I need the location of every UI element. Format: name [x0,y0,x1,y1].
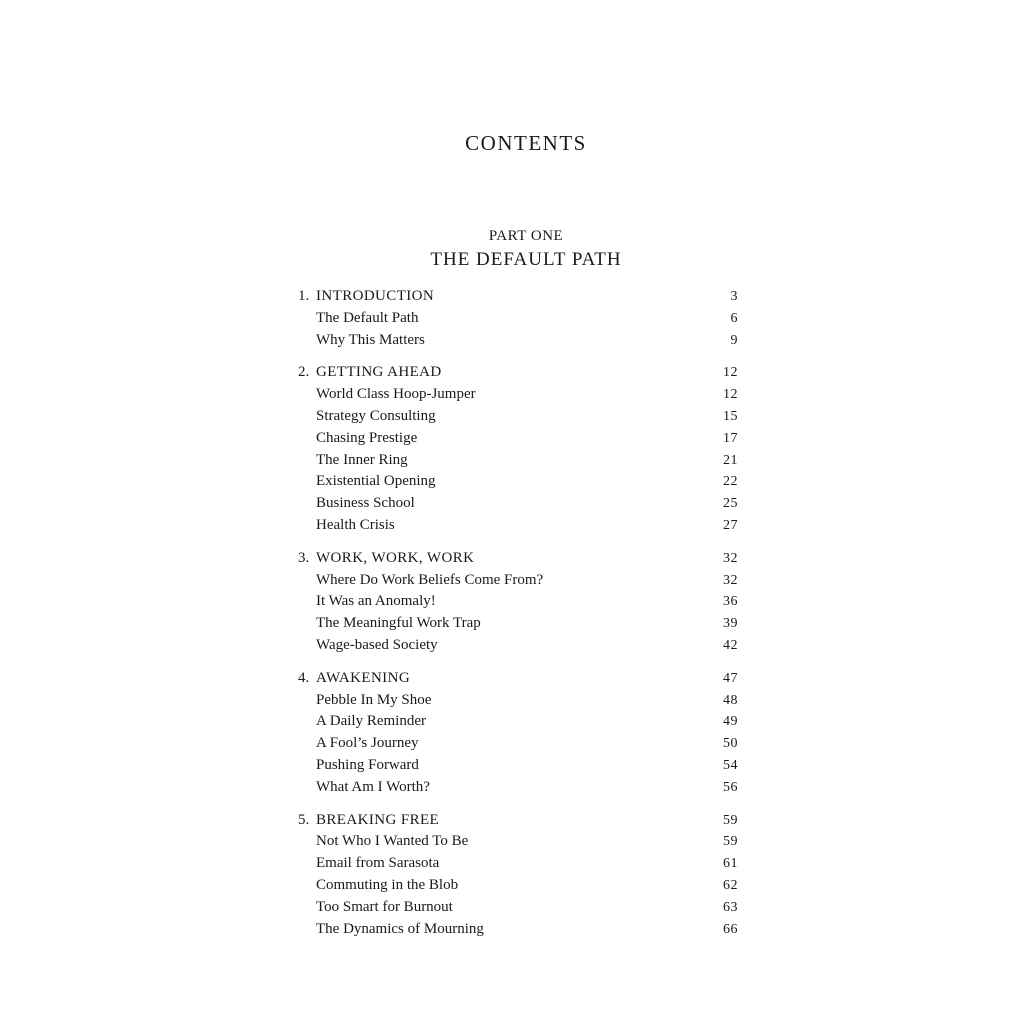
toc-chapter [298,810,738,941]
section-title: Why This Matters [316,331,425,348]
toc-section-row[interactable] [298,919,738,941]
toc-section-row[interactable] [298,308,738,330]
toc-section-row[interactable] [298,755,738,777]
section-title: Chasing Prestige [316,429,418,446]
toc-section-row[interactable] [298,613,738,635]
chapter-title: GETTING AHEAD [316,364,442,381]
section-page-number: 61 [723,856,738,872]
section-title: It Was an Anomaly! [316,593,436,610]
part-title: THE DEFAULT PATH [430,249,622,270]
section-title: Existential Opening [316,473,436,490]
section-title: Pebble In My Shoe [316,691,432,708]
toc-section-row[interactable] [298,690,738,712]
section-title: Email from Sarasota [316,855,440,872]
section-title: World Class Hoop-Jumper [316,386,476,403]
section-title: The Inner Ring [316,451,408,468]
chapter-page-number: 12 [723,365,738,381]
section-page-number: 42 [723,637,738,653]
toc-section-row[interactable] [298,897,738,919]
section-page-number: 66 [723,921,738,937]
section-page-number: 48 [723,692,738,708]
section-title: The Default Path [316,309,419,326]
section-title: Where Do Work Beliefs Come From? [316,571,544,588]
part-label: PART ONE [488,228,564,244]
section-page-number: 56 [723,779,738,795]
toc-section-row[interactable] [298,493,738,515]
section-page-number: 9 [730,332,738,348]
chapter-page-number: 3 [730,289,738,304]
section-page-number: 17 [723,430,738,446]
toc-chapter-row[interactable] [298,548,738,570]
toc-section-row[interactable] [298,733,738,755]
section-title: Commuting in the Blob [316,876,459,893]
toc-section-row[interactable] [298,406,738,428]
toc-section-row[interactable] [298,711,738,733]
section-title: Too Smart for Burnout [316,898,453,915]
toc-chapter [298,668,738,799]
toc-section-row[interactable] [298,515,738,537]
section-page-number: 6 [730,310,738,326]
chapter-number: 5. [298,811,310,828]
toc-section-row[interactable] [298,635,738,657]
toc-chapter [298,286,738,351]
toc-chapter-row[interactable] [298,286,738,308]
section-title: Not Who I Wanted To Be [316,833,469,850]
section-title: Strategy Consulting [316,407,436,424]
chapter-number: 2. [298,364,310,381]
section-title: Business School [316,495,415,512]
table-of-contents [298,286,738,951]
section-page-number: 39 [723,616,738,632]
section-title: Pushing Forward [316,756,419,773]
toc-chapter [298,362,738,536]
section-page-number: 50 [723,736,738,752]
section-page-number: 49 [723,714,738,730]
section-page-number: 27 [723,517,738,533]
section-title: Health Crisis [316,516,395,533]
chapter-number: 4. [298,669,310,686]
section-page-number: 62 [723,877,738,893]
section-page-number: 54 [723,757,738,773]
section-page-number: 63 [723,899,738,915]
toc-section-row[interactable] [298,384,738,406]
section-page-number: 36 [723,594,738,610]
section-page-number: 32 [723,572,738,588]
section-title: What Am I Worth? [316,778,430,795]
section-title: The Dynamics of Mourning [316,920,484,937]
section-page-number: 59 [723,834,738,850]
chapter-page-number: 32 [723,550,738,566]
page-title: CONTENTS [465,131,587,155]
toc-chapter-row[interactable] [298,362,738,384]
section-title: Wage-based Society [316,636,438,653]
toc-section-row[interactable] [298,853,738,875]
chapter-title: INTRODUCTION [316,288,435,304]
toc-section-row[interactable] [298,777,738,799]
toc-chapter [298,548,738,657]
section-page-number: 25 [723,496,738,512]
toc-chapter-row[interactable] [298,810,738,832]
chapter-title: AWAKENING [316,669,411,686]
section-title: A Fool’s Journey [316,735,419,752]
chapter-page-number: 59 [723,812,738,828]
toc-section-row[interactable] [298,570,738,592]
section-page-number: 21 [723,452,738,468]
section-page-number: 15 [723,408,738,424]
section-title: A Daily Reminder [316,713,426,730]
section-page-number: 12 [723,387,738,403]
toc-section-row[interactable] [298,875,738,897]
section-page-number: 22 [723,474,738,490]
toc-section-row[interactable] [298,450,738,472]
toc-chapter-row[interactable] [298,668,738,690]
chapter-number: 1. [298,288,310,304]
chapter-title: WORK, WORK, WORK [316,549,475,566]
toc-section-row[interactable] [298,330,738,352]
chapter-title: BREAKING FREE [316,811,440,828]
chapter-page-number: 47 [723,670,738,686]
toc-section-row[interactable] [298,428,738,450]
chapter-number: 3. [298,549,310,566]
section-title: The Meaningful Work Trap [316,615,481,632]
toc-section-row[interactable] [298,591,738,613]
toc-section-row[interactable] [298,471,738,493]
toc-section-row[interactable] [298,831,738,853]
